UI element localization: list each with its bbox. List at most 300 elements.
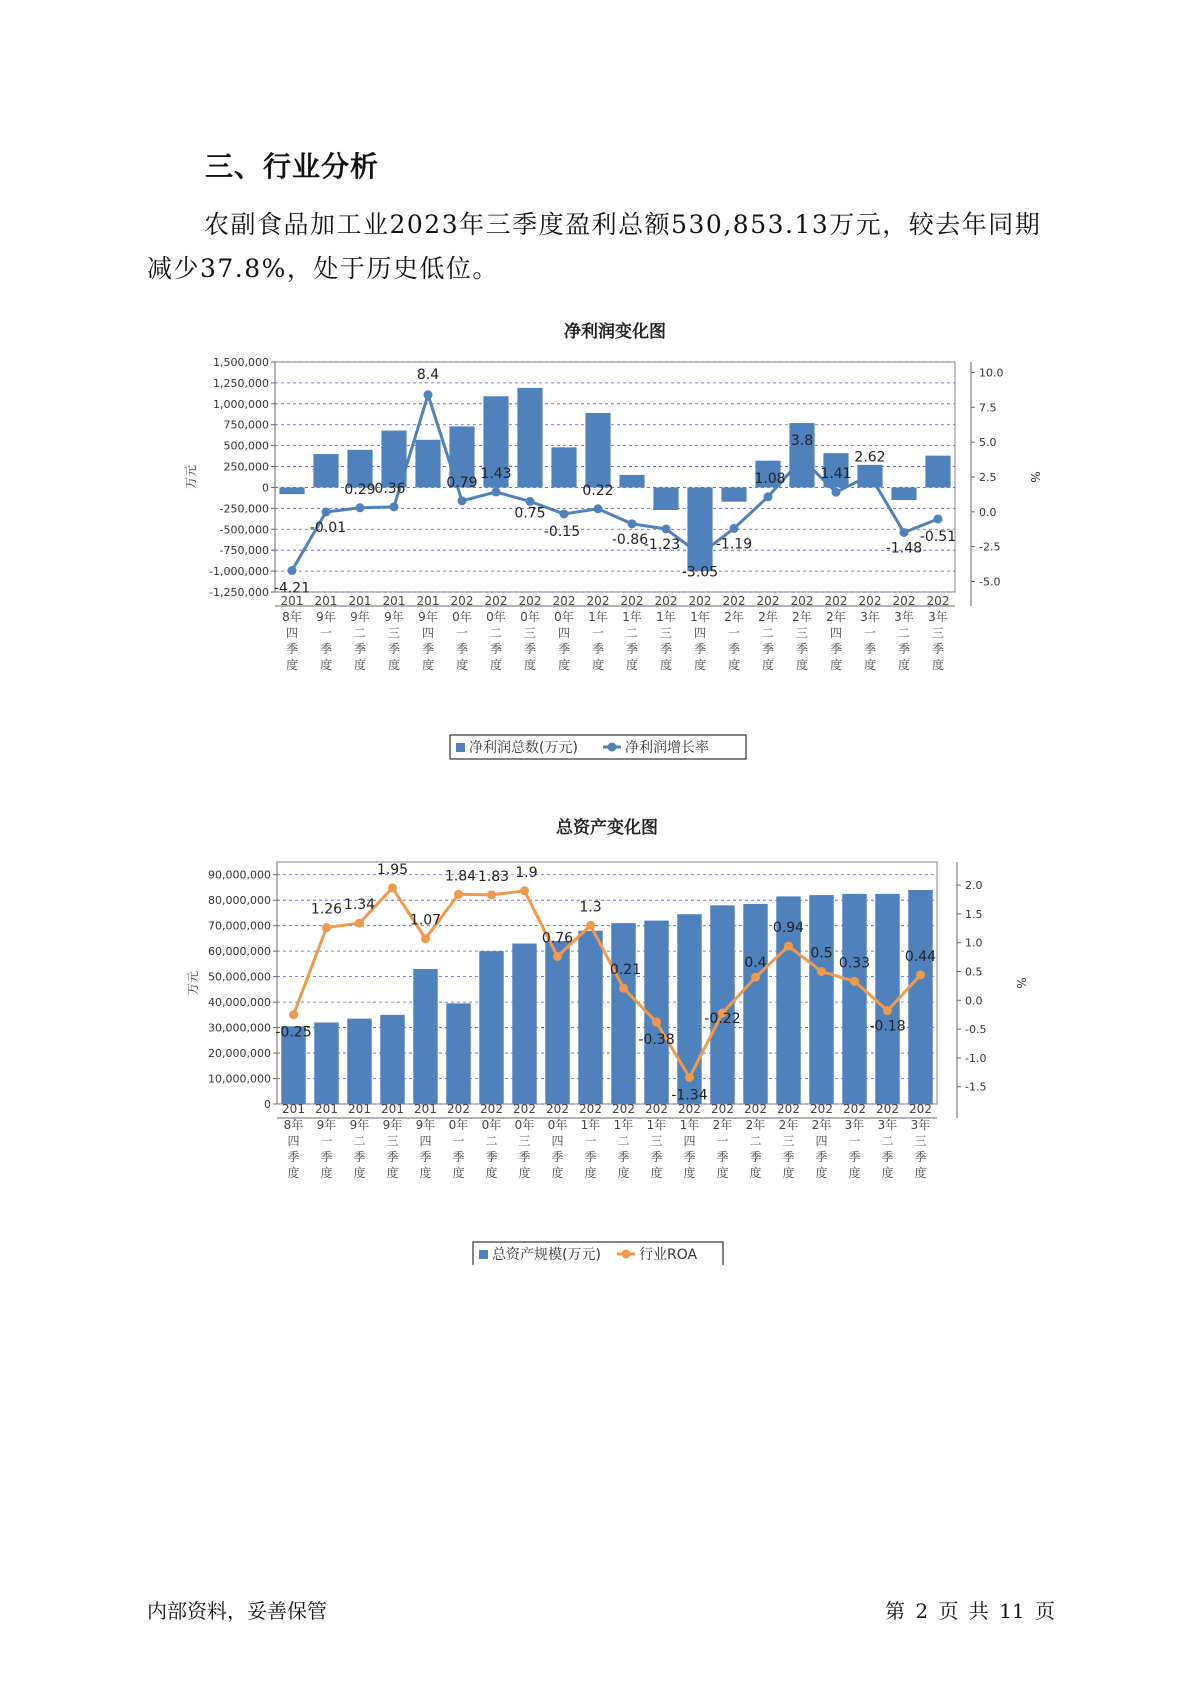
legend-bar-label: 净利润总数(万元) [469,740,578,756]
line-point [832,488,841,497]
y-tick-label: -1,250,000 [209,586,269,599]
y-tick-label: -250,000 [219,502,269,516]
x-tick-label: 度 [551,1166,564,1180]
y-tick-label: 1,250,000 [213,376,269,390]
x-tick-label: 2年 [724,610,744,624]
x-tick-label: 季 [795,642,809,656]
x-tick-label: 8年 [283,1118,304,1132]
y2-axis-label: % [1014,977,1028,989]
section-heading: 三、行业分析 [205,150,380,183]
x-tick-label: 度 [848,1166,861,1180]
data-label: 0.4 [744,955,767,972]
x-tick-label: 一 [584,1134,597,1148]
x-tick-label: 201 [416,594,440,608]
x-tick-label: 9年 [350,610,370,624]
x-tick-label: 202 [843,1102,866,1116]
line-point [685,1073,694,1082]
x-tick-label: 202 [688,594,712,608]
data-label: 3.8 [790,432,814,449]
x-tick-label: 二 [485,1134,498,1148]
bar [380,1015,404,1104]
x-tick-label: 202 [450,594,474,608]
x-tick-label: 三 [650,1134,663,1148]
x-tick-label: 度 [319,658,333,672]
x-tick-label: 201 [280,594,304,608]
x-tick-label: 二 [489,626,503,640]
data-label: 0.76 [541,930,574,947]
x-tick-label: 202 [612,1102,635,1116]
x-tick-label: 1年 [690,610,710,624]
y2-tick-label: 2.0 [965,879,983,893]
data-label: 1.95 [376,861,409,878]
x-tick-label: 四 [287,1134,300,1148]
x-tick-label: 季 [419,1150,432,1164]
bar [313,454,338,487]
bar [545,941,569,1104]
y-tick-label: 750,000 [223,418,269,432]
bar [578,931,602,1104]
x-tick-label: 三 [386,1134,399,1148]
x-tick-label: 季 [386,1150,399,1164]
bar [743,904,767,1104]
x-tick-label: 度 [523,658,537,672]
x-tick-label: 季 [285,642,299,656]
x-tick-label: 0年 [554,610,574,624]
x-tick-label: 9年 [382,1118,403,1132]
x-tick-label: 1年 [679,1118,700,1132]
x-tick-label: 201 [414,1102,437,1116]
x-tick-label: 202 [447,1102,470,1116]
data-label: 1.9 [515,864,538,881]
bar [653,487,678,510]
data-label: -0.51 [919,528,957,545]
bar [619,475,644,488]
x-tick-label: 202 [744,1102,767,1116]
x-tick-label: 度 [683,1166,696,1180]
x-tick-label: 度 [485,1166,498,1180]
x-tick-label: 201 [348,594,372,608]
legend-bar-label: 总资产规模(万元) [492,1247,601,1263]
data-label: -1.34 [671,1087,708,1104]
x-tick-label: 3年 [877,1118,898,1132]
x-tick-label: 202 [654,594,678,608]
x-tick-label: 季 [485,1150,498,1164]
y-tick-label: 80,000,000 [208,894,271,908]
x-tick-label: 季 [829,642,843,656]
x-tick-label: 季 [591,642,605,656]
x-tick-label: 季 [452,1150,465,1164]
x-tick-label: 9年 [349,1118,370,1132]
x-tick-label: 季 [914,1150,927,1164]
x-tick-label: 度 [782,1166,795,1180]
y-tick-label: 0 [264,1098,271,1111]
line-point [288,566,297,575]
x-tick-label: 度 [584,1166,597,1180]
x-tick-label: 季 [557,642,571,656]
line-point [934,514,943,523]
x-tick-label: 1年 [580,1118,601,1132]
x-tick-label: 季 [782,1150,795,1164]
x-tick-label: 度 [285,658,299,672]
y2-tick-label: -0.5 [965,1023,987,1037]
bar [891,487,916,500]
bar [314,1022,338,1104]
data-label: 1.08 [754,470,786,487]
data-label: 1.83 [477,868,510,885]
x-tick-label: 四 [419,1134,432,1148]
x-tick-label: 季 [617,1150,630,1164]
x-tick-label: 202 [586,594,610,608]
x-tick-label: 二 [625,626,639,640]
line-point [883,1006,892,1015]
y-tick-label: 60,000,000 [208,945,271,959]
data-label: 1.41 [820,466,852,483]
x-tick-label: 度 [716,1166,729,1180]
x-tick-label: 0年 [481,1118,502,1132]
x-tick-label: 9年 [316,1118,337,1132]
x-tick-label: 四 [285,626,299,640]
line-point [454,890,463,899]
x-tick-label: 季 [353,642,367,656]
y-tick-label: -750,000 [219,544,269,558]
x-tick-label: 季 [749,1150,762,1164]
x-tick-label: 3年 [894,610,914,624]
x-tick-label: 一 [452,1134,465,1148]
x-tick-label: 度 [931,658,945,672]
line-point [850,977,859,986]
bar [479,951,503,1104]
x-tick-label: 度 [897,658,911,672]
x-tick-label: 季 [584,1150,597,1164]
plot-area [277,862,937,1104]
x-tick-label: 季 [863,642,877,656]
x-tick-label: 201 [381,1102,404,1116]
x-tick-label: 3年 [860,610,880,624]
x-tick-label: 1年 [613,1118,634,1132]
x-tick-label: 202 [756,594,780,608]
data-label: 0.79 [446,474,478,491]
x-tick-label: 四 [829,626,843,640]
x-tick-label: 季 [931,642,945,656]
x-tick-label: 202 [926,594,950,608]
x-tick-label: 202 [552,594,576,608]
bar [809,895,833,1104]
x-tick-label: 度 [419,1166,432,1180]
y2-tick-label: 0.0 [979,505,997,519]
x-tick-label: 2年 [745,1118,766,1132]
bar [413,969,437,1104]
x-tick-label: 202 [722,594,746,608]
y2-tick-label: 1.5 [965,907,983,921]
data-label: 0.94 [772,920,805,937]
line-point [662,524,671,533]
data-label: -1.48 [885,540,923,557]
x-tick-label: 度 [727,658,741,672]
line-point [798,454,807,463]
data-label: -1.23 [643,536,681,553]
data-label: 0.33 [838,955,871,972]
x-tick-label: 三 [523,626,537,640]
x-tick-label: 202 [518,594,542,608]
x-tick-label: 2年 [712,1118,733,1132]
y2-tick-label: -2.5 [979,540,1001,554]
legend-line-label: 净利润增长率 [625,740,709,756]
x-tick-label: 季 [320,1150,333,1164]
x-tick-label: 202 [579,1102,602,1116]
line-point [355,919,364,928]
data-label: 1.43 [480,465,512,482]
x-tick-label: 一 [863,626,877,640]
x-tick-label: 度 [557,658,571,672]
x-tick-label: 202 [876,1102,899,1116]
x-tick-label: 三 [518,1134,531,1148]
bar [925,456,950,488]
x-tick-label: 季 [650,1150,663,1164]
data-label: -0.01 [309,519,347,536]
x-tick-label: 1年 [622,610,642,624]
x-tick-label: 201 [314,594,338,608]
line-point [784,942,793,951]
y-tick-label: 1,500,000 [213,356,269,369]
y2-tick-label: 1.0 [965,936,983,950]
x-tick-label: 度 [617,1166,630,1180]
x-tick-label: 201 [315,1102,338,1116]
x-tick-label: 季 [659,642,673,656]
x-tick-label: 0年 [547,1118,568,1132]
y-tick-label: -500,000 [219,523,269,537]
x-tick-label: 0年 [448,1118,469,1132]
x-tick-label: 202 [858,594,882,608]
line-point [628,519,637,528]
bar [842,894,866,1104]
footer-page-number: 第 2 页 共 11 页 [885,1599,1055,1623]
line-point [594,504,603,513]
data-label: 8.4 [416,366,440,383]
legend-line-marker [608,743,617,752]
y2-tick-label: -1.0 [965,1051,987,1065]
x-tick-label: 度 [863,658,877,672]
x-tick-label: 季 [489,642,503,656]
x-tick-label: 四 [683,1134,696,1148]
x-tick-label: 202 [678,1102,701,1116]
data-label: -3.05 [681,564,719,581]
x-tick-label: 三 [659,626,673,640]
x-tick-label: 度 [489,658,503,672]
x-tick-label: 0年 [452,610,472,624]
x-tick-label: 9年 [418,610,438,624]
x-tick-label: 一 [727,626,741,640]
y-axis-label: 万元 [186,970,200,996]
y-tick-label: 0 [262,481,269,495]
bar [551,447,576,487]
x-tick-label: 2年 [811,1118,832,1132]
x-tick-label: 2年 [758,610,778,624]
x-tick-label: 202 [790,594,814,608]
bar [512,944,536,1104]
footer-confidential: 内部资料，妥善保管 [147,1599,327,1623]
data-label: 1.3 [579,899,602,916]
y-tick-label: 250,000 [223,460,269,474]
x-tick-label: 202 [484,594,508,608]
y2-tick-label: 2.5 [979,471,997,484]
data-label: 1.84 [444,868,477,885]
line-point [586,921,595,930]
legend-line-label: 行业ROA [639,1247,698,1263]
line-point [424,390,433,399]
x-tick-label: 202 [909,1102,932,1116]
x-tick-label: 3年 [928,610,948,624]
x-tick-label: 季 [518,1150,531,1164]
line-point [916,970,925,979]
x-tick-label: 二 [353,1134,366,1148]
x-tick-label: 度 [829,658,843,672]
x-tick-label: 3年 [844,1118,865,1132]
x-tick-label: 度 [518,1166,531,1180]
x-tick-label: 度 [421,658,435,672]
data-label: -0.15 [543,523,581,540]
x-tick-label: 季 [319,642,333,656]
x-tick-label: 2年 [792,610,812,624]
x-tick-label: 度 [452,1166,465,1180]
data-label: 0.29 [344,481,376,498]
bar [446,1003,470,1104]
x-tick-label: 三 [931,626,945,640]
x-tick-label: 一 [591,626,605,640]
line-point [652,1018,661,1027]
legend-line-marker [622,1250,631,1259]
x-tick-label: 度 [815,1166,828,1180]
data-label: 2.62 [854,449,886,466]
x-tick-label: 季 [455,642,469,656]
data-label: 1.07 [409,912,442,929]
data-label: 1.34 [343,897,376,914]
x-tick-label: 8年 [282,610,302,624]
x-tick-label: 度 [591,658,605,672]
x-tick-label: 季 [897,642,911,656]
data-label: 0.44 [904,948,937,965]
x-tick-label: 季 [421,642,435,656]
x-tick-label: 季 [716,1150,729,1164]
x-tick-label: 三 [795,626,809,640]
y-tick-label: 50,000,000 [208,970,271,984]
line-point [356,503,365,512]
data-label: 0.36 [374,480,406,497]
x-tick-label: 度 [914,1166,927,1180]
x-tick-label: 9年 [384,610,404,624]
x-tick-label: 季 [523,642,537,656]
y2-tick-label: 0.5 [965,965,983,979]
data-label: 1.26 [310,901,343,918]
x-tick-label: 三 [914,1134,927,1148]
data-label: -0.86 [611,531,649,548]
y-tick-label: 20,000,000 [208,1047,271,1061]
x-tick-label: 季 [727,642,741,656]
x-tick-label: 季 [815,1150,828,1164]
x-tick-label: 三 [387,626,401,640]
x-tick-label: 度 [287,1166,300,1180]
bar [611,923,635,1104]
x-tick-label: 202 [546,1102,569,1116]
y2-tick-label: -5.0 [979,575,1001,589]
data-label: -0.22 [704,1010,741,1027]
y-tick-label: 30,000,000 [208,1021,271,1035]
x-tick-label: 季 [625,642,639,656]
line-point [619,984,628,993]
x-tick-label: 四 [693,626,707,640]
x-tick-label: 季 [353,1150,366,1164]
line-point [866,471,875,480]
x-tick-label: 0年 [486,610,506,624]
y2-tick-label: 0.0 [965,994,983,1008]
x-tick-label: 度 [693,658,707,672]
bar [721,487,746,501]
x-tick-label: 202 [645,1102,668,1116]
x-tick-label: 季 [387,642,401,656]
line-point [421,934,430,943]
net-profit-chart [0,315,1191,775]
x-tick-label: 季 [761,642,775,656]
data-label: -1.19 [715,536,753,553]
x-tick-label: 1年 [656,610,676,624]
bar [415,440,440,488]
x-tick-label: 202 [824,594,848,608]
x-tick-label: 四 [815,1134,828,1148]
legend-bar-swatch [479,1250,488,1259]
y-tick-label: 1,000,000 [213,397,269,411]
data-label: -0.18 [869,1018,906,1035]
plot-area [275,362,955,592]
x-tick-label: 202 [620,594,644,608]
x-tick-label: 二 [897,626,911,640]
y2-axis-label: % [1028,471,1042,483]
y-tick-label: -1,000,000 [209,565,269,579]
line-point [520,886,529,895]
x-tick-label: 度 [387,658,401,672]
x-tick-label: 1年 [646,1118,667,1132]
y-tick-label: 500,000 [223,439,269,453]
line-point [696,550,705,559]
line-point [487,890,496,899]
data-label: -0.25 [275,1024,312,1041]
x-tick-label: 度 [625,658,639,672]
x-tick-label: 四 [551,1134,564,1148]
x-tick-label: 202 [480,1102,503,1116]
data-label: -0.38 [638,1032,675,1049]
bar [875,894,899,1104]
line-point [289,1010,298,1019]
x-tick-label: 一 [320,1134,333,1148]
bar [347,1019,371,1104]
data-label: 0.22 [582,482,614,499]
y2-tick-label: 10.0 [979,366,1004,380]
line-point [730,524,739,533]
x-tick-label: 度 [761,658,775,672]
bar [908,890,932,1104]
x-tick-label: 1年 [588,610,608,624]
line-point [553,952,562,961]
x-tick-label: 四 [557,626,571,640]
x-tick-label: 三 [782,1134,795,1148]
line-point [322,507,331,516]
bar [585,413,610,487]
line-point [492,487,501,496]
x-tick-label: 9年 [316,610,336,624]
x-tick-label: 季 [848,1150,861,1164]
line-point [817,967,826,976]
x-tick-label: 季 [551,1150,564,1164]
chart-title: 总资产变化图 [556,818,658,838]
x-tick-label: 季 [693,642,707,656]
